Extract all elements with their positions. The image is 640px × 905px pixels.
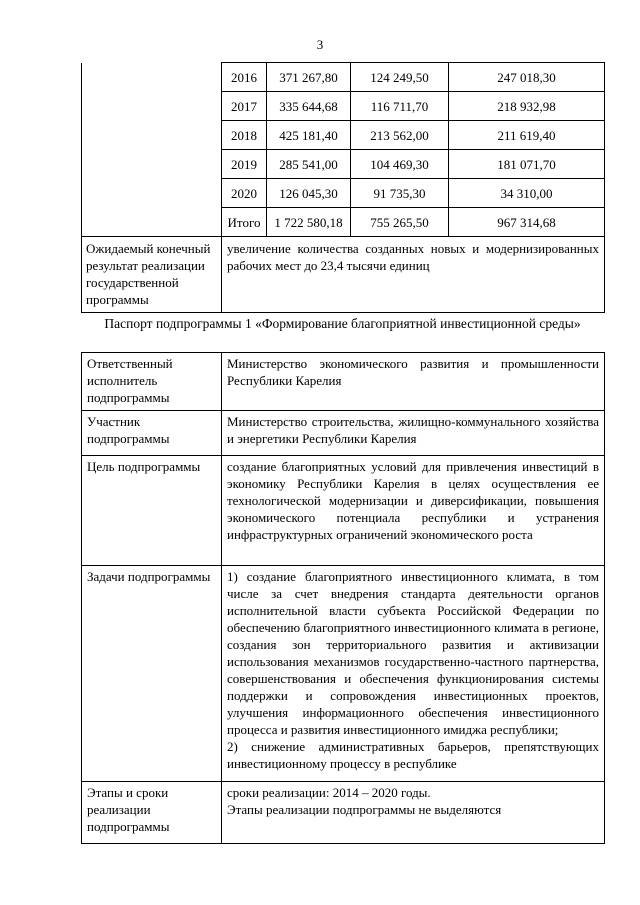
amount-cell: 967 314,68 (449, 208, 605, 237)
page-number: 3 (316, 37, 324, 52)
empty-label-cell (82, 63, 222, 237)
amount-cell: 755 265,50 (351, 208, 449, 237)
amount-cell: 211 619,40 (449, 121, 605, 150)
amount-cell: 104 469,30 (351, 150, 449, 179)
passport-label: Ответственный исполнитель подпрограммы (82, 353, 222, 411)
passport-row (82, 353, 605, 411)
year-cell: 2020 (222, 179, 267, 208)
passport-label: Этапы и сроки реализации подпрограммы (82, 782, 222, 844)
subprogram-passport-table (81, 352, 605, 844)
amount-cell: 181 071,70 (449, 150, 605, 179)
expected-result-label: Ожидаемый конечный результат реализации государственной программы (82, 237, 222, 313)
passport-value-cell (222, 566, 605, 782)
financing-table (81, 62, 605, 313)
total-cell: 371 267,80 (267, 63, 351, 92)
stages-text: Этапы реализации подпрограммы не выделяются (227, 802, 502, 817)
passport-label: Участник подпрограммы (82, 411, 222, 456)
subprogram-passport-title: Паспорт подпрограммы 1 «Формирование благоприятной инвестиционной среды» (104, 316, 581, 331)
amount-cell: 247 018,30 (449, 63, 605, 92)
total-cell: 126 045,30 (267, 179, 351, 208)
passport-value-cell (222, 782, 605, 844)
amount-cell: 218 932,98 (449, 92, 605, 121)
total-label-cell: Итого (222, 208, 267, 237)
passport-value: создание благоприятных условий для привлечения инвестиций в экономику Республики Карелия в целях осуществления ее технологической модернизации и диверсификации, повышения экономического потенциала республики и устранения инфраструктурных ограничений экономического роста (222, 456, 605, 566)
amount-cell: 116 711,70 (351, 92, 449, 121)
passport-row (82, 782, 605, 844)
year-cell: 2016 (222, 63, 267, 92)
total-cell: 335 644,68 (267, 92, 351, 121)
expected-result-row (82, 237, 605, 313)
table-row (82, 63, 605, 92)
passport-value: Министерство строительства, жилищно-коммунального хозяйства и энергетики Республики Карелия (222, 411, 605, 456)
passport-row (82, 566, 605, 782)
amount-cell: 91 735,30 (351, 179, 449, 208)
expected-result-value: увеличение количества созданных новых и модернизированных рабочих мест до 23,4 тысячи единиц (222, 237, 605, 313)
passport-value: Министерство экономического развития и промышленности Республики Карелия (222, 353, 605, 411)
total-cell: 285 541,00 (267, 150, 351, 179)
amount-cell: 124 249,50 (351, 63, 449, 92)
year-cell: 2018 (222, 121, 267, 150)
passport-label: Цель подпрограммы (82, 456, 222, 566)
amount-cell: 213 562,00 (351, 121, 449, 150)
passport-label: Задачи подпрограммы (82, 566, 222, 782)
year-cell: 2017 (222, 92, 267, 121)
timeline-text: сроки реализации: 2014 – 2020 годы. (227, 785, 431, 800)
passport-row (82, 456, 605, 566)
passport-row (82, 411, 605, 456)
task-item: 1) создание благоприятного инвестиционного климата, в том числе за счет внедрения стандарта деятельности органов исполнительной власти субъекта Российской Федерации по обеспечению благоприятного инвестиционного климата в регионе, создания зон территориального развития и активизации использования механизмов государственно-частного партнерства, совершенствования и обеспечения функционирования системы поддержки и сопровождения инвестиционных проектов, улучшения информационного обеспечения инвестиционного процесса и развития инвестиционного имиджа республики; (227, 569, 599, 737)
total-cell: 1 722 580,18 (267, 208, 351, 237)
amount-cell: 34 310,00 (449, 179, 605, 208)
total-cell: 425 181,40 (267, 121, 351, 150)
year-cell: 2019 (222, 150, 267, 179)
task-item: 2) снижение административных барьеров, препятствующих инвестиционному процессу в республике (227, 739, 599, 771)
